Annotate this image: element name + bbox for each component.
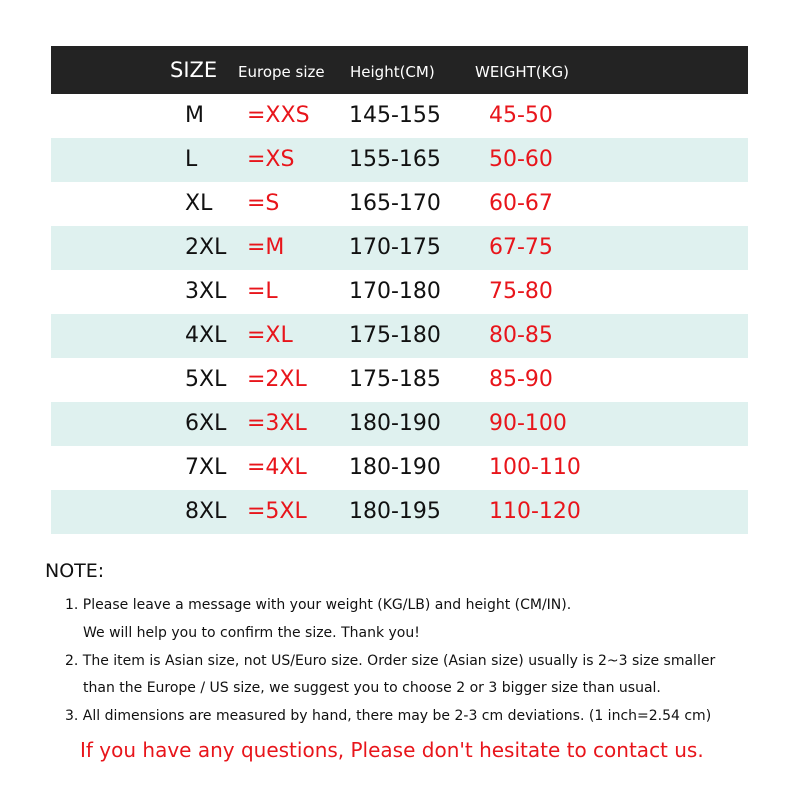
cell-size: XL	[185, 191, 213, 216]
cell-weight: 67-75	[489, 235, 553, 260]
cell-height: 180-190	[349, 411, 441, 436]
cell-weight: 60-67	[489, 191, 553, 216]
note-item-1-line-1: 1. Please leave a message with your weight (KG/LB) and height (CM/IN).	[65, 597, 572, 613]
cell-size: L	[185, 147, 198, 172]
cell-size: 2XL	[185, 235, 227, 260]
cell-height: 180-195	[349, 499, 441, 524]
cell-europe-size: =S	[247, 191, 280, 216]
cell-europe-size: =XL	[247, 323, 293, 348]
cell-europe-size: =XXS	[247, 103, 310, 128]
cell-weight: 85-90	[489, 367, 553, 392]
cell-europe-size: =2XL	[247, 367, 307, 392]
cell-height: 145-155	[349, 103, 441, 128]
table-row	[51, 446, 748, 490]
cell-europe-size: =3XL	[247, 411, 307, 436]
cell-size: 4XL	[185, 323, 227, 348]
cell-height: 175-180	[349, 323, 441, 348]
cell-height: 175-185	[349, 367, 441, 392]
cell-europe-size: =M	[247, 235, 285, 260]
note-item-2-line-1: 2. The item is Asian size, not US/Euro size. Order size (Asian size) usually is 2~3 size smaller	[65, 653, 716, 669]
table-row	[51, 182, 748, 226]
note-item-1-line-2: We will help you to confirm the size. Thank you!	[83, 625, 420, 641]
cell-europe-size: =4XL	[247, 455, 307, 480]
header-weight: WEIGHT(KG)	[475, 63, 569, 81]
cell-weight: 45-50	[489, 103, 553, 128]
table-row	[51, 402, 748, 446]
table-row	[51, 94, 748, 138]
cell-weight: 75-80	[489, 279, 553, 304]
cell-height: 170-175	[349, 235, 441, 260]
cell-europe-size: =L	[247, 279, 278, 304]
cell-height: 180-190	[349, 455, 441, 480]
header-europe-size: Europe size	[238, 63, 325, 81]
note-title: NOTE:	[45, 560, 105, 582]
note-item-3-line-1: 3. All dimensions are measured by hand, there may be 2-3 cm deviations. (1 inch=2.54 cm)	[65, 708, 712, 724]
size-table	[51, 46, 748, 534]
table-row	[51, 270, 748, 314]
header-height: Height(CM)	[350, 63, 435, 81]
cell-europe-size: =5XL	[247, 499, 307, 524]
header-size: SIZE	[170, 58, 218, 82]
table-row	[51, 138, 748, 182]
cell-size: M	[185, 103, 204, 128]
cell-size: 6XL	[185, 411, 227, 436]
cell-size: 7XL	[185, 455, 227, 480]
table-header	[51, 46, 748, 94]
table-row	[51, 314, 748, 358]
table-row	[51, 226, 748, 270]
cell-weight: 50-60	[489, 147, 553, 172]
cell-height: 155-165	[349, 147, 441, 172]
table-row	[51, 358, 748, 402]
cell-weight: 100-110	[489, 455, 581, 480]
cell-weight: 110-120	[489, 499, 581, 524]
contact-message: If you have any questions, Please don't hesitate to contact us.	[80, 738, 704, 762]
cell-europe-size: =XS	[247, 147, 295, 172]
cell-weight: 90-100	[489, 411, 567, 436]
cell-height: 165-170	[349, 191, 441, 216]
cell-size: 8XL	[185, 499, 227, 524]
note-item-2-line-2: than the Europe / US size, we suggest you to choose 2 or 3 bigger size than usual.	[83, 680, 661, 696]
cell-size: 5XL	[185, 367, 227, 392]
cell-weight: 80-85	[489, 323, 553, 348]
cell-height: 170-180	[349, 279, 441, 304]
cell-size: 3XL	[185, 279, 227, 304]
table-row	[51, 490, 748, 534]
